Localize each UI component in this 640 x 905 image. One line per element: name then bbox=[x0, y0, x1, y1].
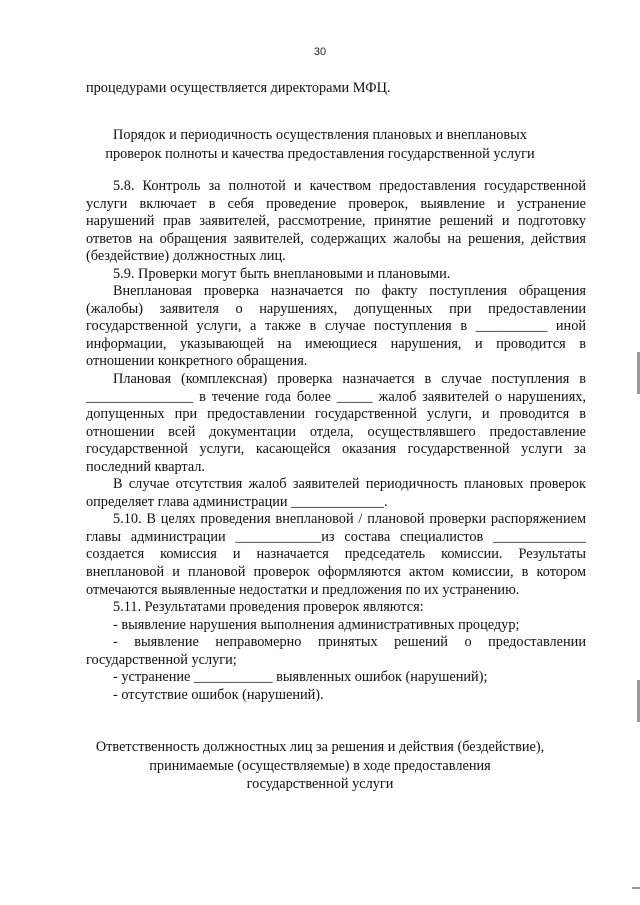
paragraph-unscheduled-check: Внеплановая проверка назначается по факту поступления обращения (жалобы) заявителя о нарушениях, допущенных при предоставлении государственной услуги, а также в случае поступления в __________ иной информации, указывающей на имеющиеся нарушения, и проводится в отношении конкретного обращения. bbox=[86, 283, 586, 370]
closing-heading-line: Ответственность должностных лиц за решения и действия (бездействие), bbox=[95, 739, 545, 755]
section-heading-line: проверок полноты и качества предоставления государственной услуги bbox=[105, 145, 535, 162]
list-item: - отсутствие ошибок (нарушений). bbox=[113, 686, 324, 703]
document-body bbox=[86, 178, 586, 704]
paragraph-5-8: 5.8. Контроль за полнотой и качеством предоставления государственной услуги включает в себя проведение проверок, выявление и устранение нарушений прав заявителей, рассмотрение, принятие решений и подготовку ответов на обращения заявителей, содержащих жалобы на решения, действия (бездействие) должностных лиц. bbox=[86, 178, 586, 265]
list-item: - устранение ___________ выявленных ошибок (нарушений); bbox=[113, 669, 488, 686]
paragraph-5-11: 5.11. Результатами проведения проверок являются: bbox=[113, 599, 424, 616]
list-item: - выявление неправомерно принятых решений о предоставлении государственной услуги; bbox=[86, 634, 586, 668]
closing-heading bbox=[60, 738, 580, 794]
closing-heading-line: государственной услуги bbox=[246, 776, 394, 792]
paragraph-scheduled-check: Плановая (комплексная) проверка назначается в случае поступления в _______________ в течение года более _____ жалоб заявителей о нарушениях, допущенных при предоставлении государственной услуги, и проводится в отношении всей документации отдела, осуществлявшего предоставление государственной услуги, касающейся оказания государственной услуги за последний квартал. bbox=[86, 371, 586, 475]
paragraph-periodicity: В случае отсутствия жалоб заявителей периодичность плановых проверок определяет глава администрации _____________. bbox=[86, 476, 586, 510]
page-number: 30 bbox=[313, 46, 327, 58]
list-item: - выявление нарушения выполнения административных процедур; bbox=[113, 616, 520, 633]
section-heading-line: Порядок и периодичность осуществления плановых и внеплановых bbox=[113, 127, 527, 143]
paragraph-5-10: 5.10. В целях проведения внеплановой / плановой проверки распоряжением главы администрации ____________из состава специалистов _____________ создается комиссия и назначается председатель комиссии. Результаты внеплановой и плановой проверок оформляются актом комиссии, в котором отмечаются выявленные недостатки и предложения по их устранению. bbox=[86, 511, 586, 598]
closing-heading-line: принимаемые (осуществляемые) в ходе предоставления bbox=[149, 757, 491, 774]
section-heading bbox=[60, 126, 580, 163]
paragraph-5-9: 5.9. Проверки могут быть внеплановыми и плановыми. bbox=[113, 265, 451, 282]
scan-edge-mark bbox=[632, 887, 640, 889]
lead-line: процедурами осуществляется директорами МФЦ. bbox=[86, 80, 391, 96]
